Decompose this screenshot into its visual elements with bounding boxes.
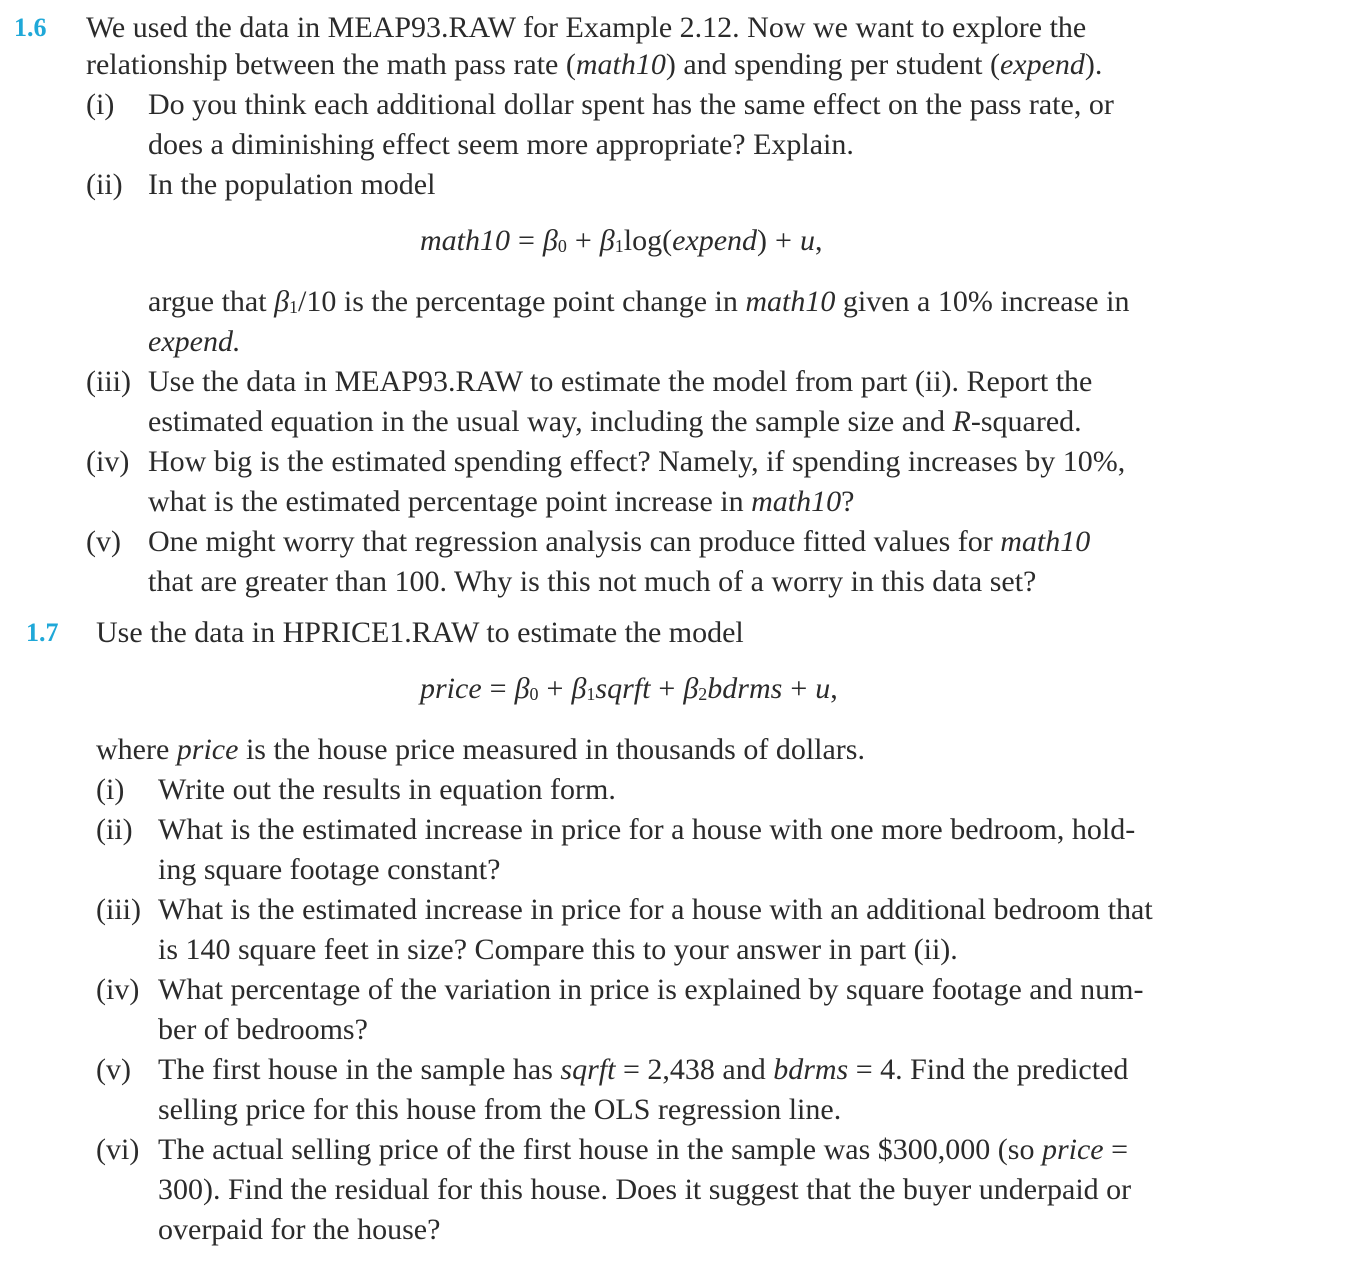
ex17-part-iii-line-2: is 140 square feet in size? Compare this to your answer in part (ii). <box>158 933 958 966</box>
ex16-part-iv-line-1: How big is the estimated spending effect? Namely, if spending increases by 10%, <box>148 445 1126 478</box>
ex16-intro-line-1: We used the data in MEAP93.RAW for Example 2.12. Now we want to explore the <box>86 11 1087 44</box>
ex16-part-i-line-1: Do you think each additional dollar spent has the same effect on the pass rate, or <box>148 88 1114 121</box>
ex17-part-vi-line-1: The actual selling price of the first house in the sample was $300,000 (so price = <box>158 1133 1129 1166</box>
ex17-part-v-label: (v) <box>96 1053 131 1086</box>
ex16-part-v-line-1: One might worry that regression analysis can produce fitted values for math10 <box>148 525 1091 558</box>
ex16-part-iii-line-2: estimated equation in the usual way, including the sample size and R-squared. <box>148 405 1082 438</box>
ex17-part-vi-line-3: overpaid for the house? <box>158 1213 441 1246</box>
ex16-part-ii-line-1: In the population model <box>148 168 436 201</box>
ex17-part-ii-line-1: What is the estimated increase in price for a house with one more bedroom, hold- <box>158 813 1136 846</box>
ex16-part-iii-line-1: Use the data in MEAP93.RAW to estimate the model from part (ii). Report the <box>148 365 1093 398</box>
ex17-part-ii-label: (ii) <box>96 813 133 846</box>
ex17-intro-line: Use the data in HPRICE1.RAW to estimate the model <box>96 616 744 649</box>
ex17-model-equation: price = $\beta_0$ + $\beta_1sqrft$ + $\beta_2bdrms + u$, <box>420 672 838 705</box>
ex17-part-iv-label: (iv) <box>96 973 140 1006</box>
ex17-part-iv-line-1: What percentage of the variation in price is explained by square footage and num- <box>158 973 1144 1006</box>
ex16-part-i-line-2: does a diminishing effect seem more appropriate? Explain. <box>148 128 854 161</box>
ex17-part-v-line-1: The first house in the sample has sqrft = 2,438 and bdrms = 4. Find the predicted <box>158 1053 1129 1086</box>
exercise-number-1-7: 1.7 <box>26 618 59 647</box>
ex16-part-v-line-2: that are greater than 100. Why is this not much of a worry in this data set? <box>148 565 1037 598</box>
ex16-part-iii-label: (iii) <box>86 365 131 398</box>
ex16-part-iv-label: (iv) <box>86 445 130 478</box>
ex17-part-i-label: (i) <box>96 773 125 806</box>
ex16-intro-line-2: relationship between the math pass rate (math10) and spending per student (expend). <box>86 48 1103 81</box>
ex17-where-line: where price is the house price measured in thousands of dollars. <box>96 733 865 766</box>
ex17-part-vi-line-2: 300). Find the residual for this house. Does it suggest that the buyer underpaid or <box>158 1173 1132 1206</box>
ex16-model-equation: math10 = $\beta_0$ + $\beta_1\log(expend) + u$, <box>420 224 823 257</box>
ex16-part-ii-after-line-2: expend. <box>148 325 241 358</box>
ex17-part-ii-line-2: ing square footage constant? <box>158 853 501 886</box>
ex16-part-ii-after-line-1: argue that $\beta_1/10$ is the percentage point change in math10 given a 10% increase in <box>148 285 1130 318</box>
ex17-part-iv-line-2: ber of bedrooms? <box>158 1013 368 1046</box>
ex16-part-v-label: (v) <box>86 525 121 558</box>
ex17-part-iii-line-1: What is the estimated increase in price for a house with an additional bedroom that <box>158 893 1153 926</box>
ex17-part-v-line-2: selling price for this house from the OLS regression line. <box>158 1093 842 1126</box>
ex17-part-iii-label: (iii) <box>96 893 141 926</box>
exercise-number-1-6: 1.6 <box>14 13 47 42</box>
ex16-part-i-label: (i) <box>86 88 115 121</box>
ex17-part-vi-label: (vi) <box>96 1133 140 1166</box>
ex16-part-iv-line-2: what is the estimated percentage point increase in math10? <box>148 485 855 518</box>
ex17-part-i-line-1: Write out the results in equation form. <box>158 773 616 806</box>
ex16-part-ii-label: (ii) <box>86 168 123 201</box>
